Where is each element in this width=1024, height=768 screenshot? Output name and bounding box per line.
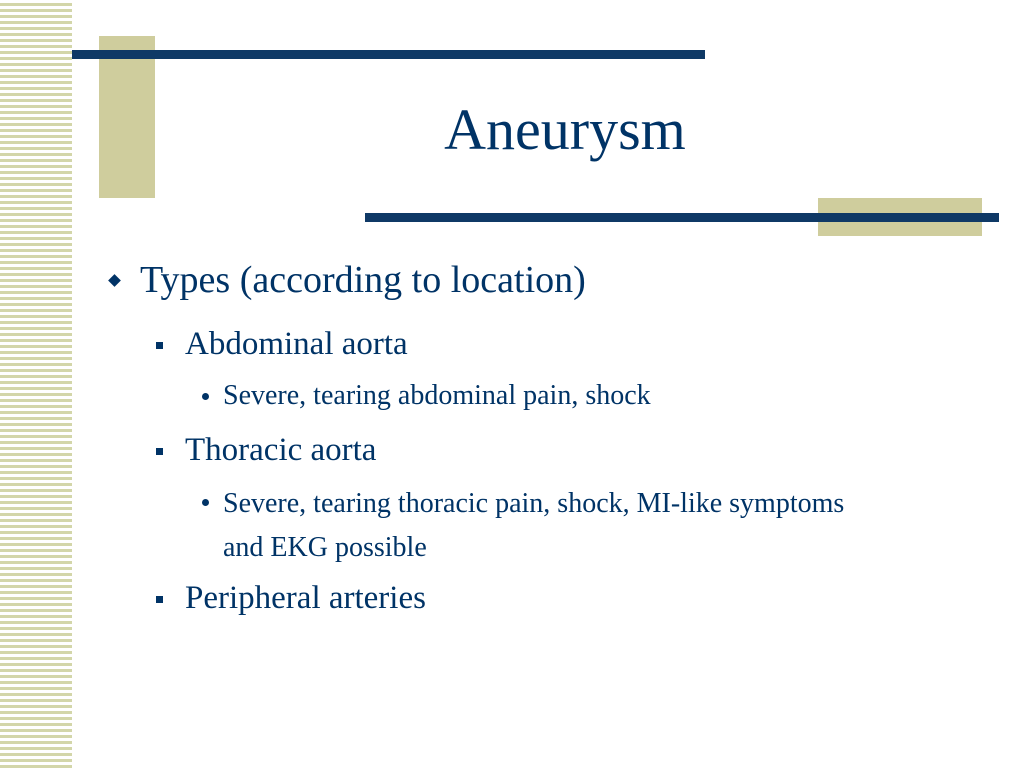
bullet-text: Types (according to location) <box>140 259 586 301</box>
dot-bullet-icon <box>202 499 209 506</box>
bullet-text: Abdominal aorta <box>185 326 408 362</box>
square-bullet-icon <box>156 342 163 349</box>
striped-side-band <box>0 0 72 768</box>
bullet-text: Peripheral arteries <box>185 580 426 616</box>
dot-bullet-icon <box>202 393 209 400</box>
decorative-navy-line-mid <box>365 213 999 222</box>
diamond-bullet-icon <box>108 274 121 287</box>
square-bullet-icon <box>156 448 163 455</box>
decorative-navy-line-top <box>72 50 705 59</box>
square-bullet-icon <box>156 596 163 603</box>
bullet-text: Severe, tearing abdominal pain, shock <box>223 380 651 411</box>
bullet-text: Severe, tearing thoracic pain, shock, MI-like symptoms and EKG possible <box>223 488 845 563</box>
decorative-khaki-block-top <box>99 36 155 198</box>
slide-title: Aneurysm <box>444 97 686 162</box>
bullet-text: Thoracic aorta <box>185 432 377 468</box>
